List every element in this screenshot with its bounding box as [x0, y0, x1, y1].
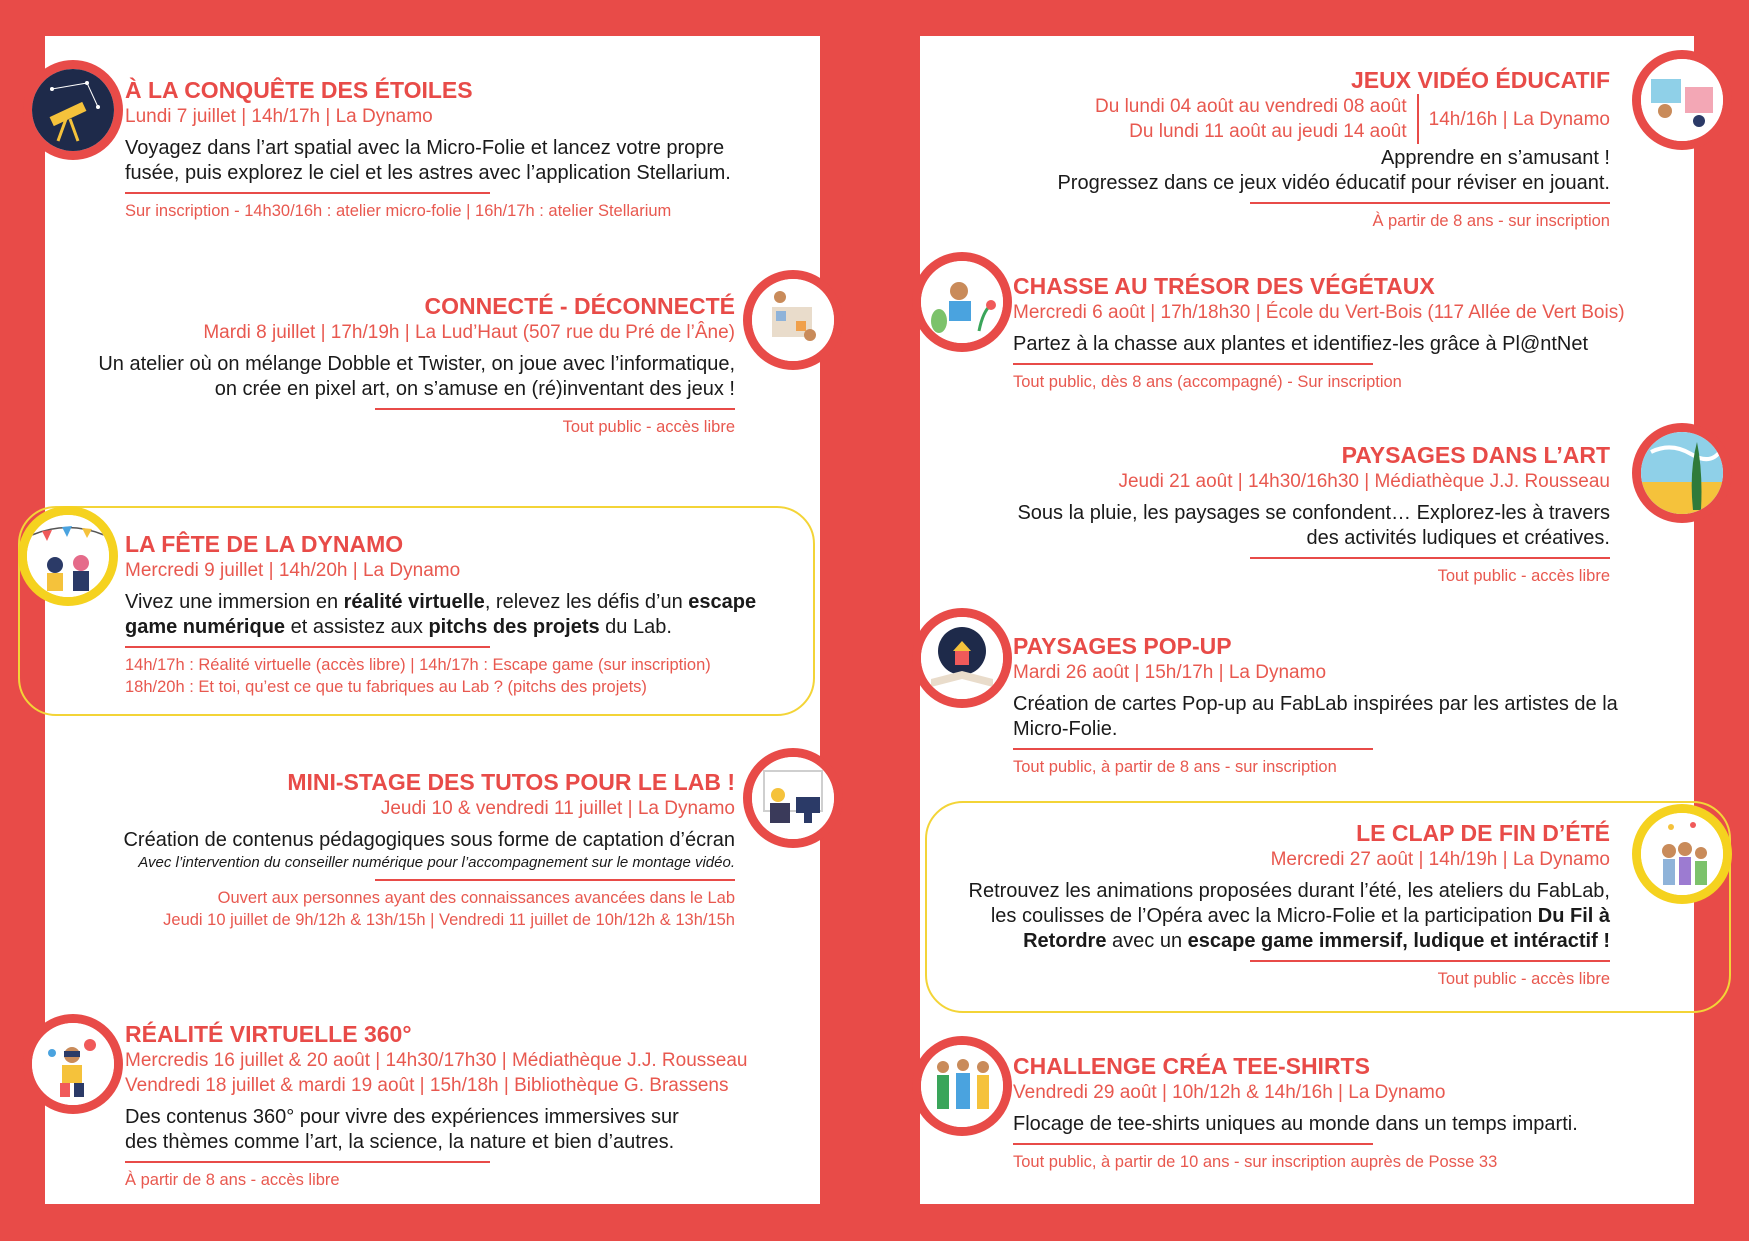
plants-icon	[912, 252, 1012, 352]
divider	[125, 192, 490, 194]
event-info: Jeudi 10 juillet de 9h/12h & 13h/15h | Vendredi 11 juillet de 10h/12h & 13h/15h	[163, 911, 735, 929]
event-meta	[945, 94, 1610, 144]
event-description	[125, 590, 795, 640]
landscape-painting-icon	[1632, 423, 1732, 523]
event-meta: Vendredi 29 août | 10h/12h & 14h/16h | La Dynamo	[1013, 1082, 1446, 1103]
desc-line: Micro-Folie.	[1013, 718, 1118, 740]
video-game-icon	[1632, 50, 1732, 150]
event-note: Avec l’intervention du conseiller numérique pour l’accompagnement sur le montage vidéo.	[138, 854, 735, 871]
board-game-icon	[743, 270, 843, 370]
event-description	[1013, 332, 1683, 357]
event-jeux-video	[945, 66, 1610, 232]
desc-line: Création de cartes Pop-up au FabLab inspirées par les artistes de la	[1013, 693, 1618, 715]
screen-recording-icon	[743, 748, 843, 848]
desc-line: fusée, puis explorez le ciel et les astres avec l’application Stellarium.	[125, 162, 731, 184]
desc-line	[925, 904, 1610, 929]
event-title: LA FÊTE DE LA DYNAMO	[125, 531, 404, 557]
event-meta: Mercredis 16 juillet & 20 août | 14h30/17h30 | Médiathèque J.J. Rousseau	[125, 1050, 748, 1071]
event-conquete-etoiles	[125, 76, 785, 222]
event-title: LE CLAP DE FIN D’ÉTÉ	[1356, 820, 1610, 846]
event-info: Tout public - accès libre	[1437, 970, 1610, 988]
event-info: Sur inscription - 14h30/16h : atelier micro-folie | 16h/17h : atelier Stellarium	[125, 202, 672, 220]
desc-bold: Retordre	[1023, 930, 1107, 952]
event-description	[945, 146, 1610, 196]
divider	[1013, 363, 1373, 365]
desc-bold: pitchs des projets	[428, 616, 600, 638]
desc-text: les coulisses de l’Opéra avec la Micro-Folie et la participation	[990, 905, 1538, 927]
event-meta: Vendredi 18 juillet & mardi 19 août | 15h/18h | Bibliothèque G. Brassens	[125, 1075, 729, 1096]
celebration-icon	[1632, 804, 1732, 904]
divider	[1250, 557, 1610, 559]
desc-line: on crée en pixel art, on s’amuse en (ré)inventant des jeux !	[214, 378, 735, 400]
event-chasse-tresor	[1013, 272, 1683, 393]
desc-line: Des contenus 360° pour vivre des expériences immersives sur	[125, 1106, 679, 1128]
event-paysages-popup	[1013, 632, 1683, 778]
desc-bold: escape game immersif, ludique et intéractif !	[1187, 930, 1610, 952]
event-description	[1013, 1112, 1683, 1137]
event-title: PAYSAGES DANS L’ART	[1341, 442, 1610, 468]
desc-line: Flocage de tee-shirts uniques au monde dans un temps imparti.	[1013, 1113, 1578, 1135]
event-info: Tout public, dès 8 ans (accompagné) - Sur inscription	[1013, 373, 1402, 391]
event-description	[45, 828, 735, 853]
event-mini-stage-tutos	[45, 768, 735, 931]
event-meta: Mardi 8 juillet | 17h/19h | La Lud’Haut (507 rue du Pré de l’Âne)	[203, 322, 735, 343]
desc-bold: réalité virtuelle	[343, 591, 485, 613]
event-connecte-deconnecte	[45, 292, 735, 438]
event-title: À LA CONQUÊTE DES ÉTOILES	[125, 77, 473, 103]
desc-line: des thèmes comme l’art, la science, la nature et bien d’autres.	[125, 1131, 675, 1153]
date-lines	[1095, 94, 1419, 144]
event-title: CONNECTÉ - DÉCONNECTÉ	[424, 293, 735, 319]
time-location: 14h/16h | La Dynamo	[1428, 108, 1610, 130]
event-info: À partir de 8 ans - accès libre	[125, 1171, 340, 1189]
event-challenge-tee-shirts	[1013, 1052, 1683, 1173]
desc-line: Partez à la chasse aux plantes et identifiez-les grâce à Pl@ntNet	[1013, 333, 1589, 355]
event-meta: Lundi 7 juillet | 14h/17h | La Dynamo	[125, 106, 433, 127]
desc-text: avec un	[1106, 930, 1188, 952]
event-info: Ouvert aux personnes ayant des connaissances avancées dans le Lab	[217, 889, 735, 907]
event-title: MINI-STAGE DES TUTOS POUR LE LAB !	[287, 769, 735, 795]
telescope-stars-icon	[23, 60, 123, 160]
event-title: CHALLENGE CRÉA TEE-SHIRTS	[1013, 1053, 1370, 1079]
event-description	[945, 501, 1610, 551]
desc-line	[925, 929, 1610, 954]
event-description	[1013, 692, 1683, 742]
event-title: CHASSE AU TRÉSOR DES VÉGÉTAUX	[1013, 273, 1435, 299]
desc-text: Vivez une immersion en	[125, 591, 344, 613]
desc-text: , relevez les défis d’un	[484, 591, 689, 613]
event-info: Tout public, à partir de 10 ans - sur inscription auprès de Posse 33	[1013, 1153, 1498, 1171]
desc-line: Progressez dans ce jeux vidéo éducatif pour réviser en jouant.	[1057, 172, 1610, 194]
desc-bold: escape game numérique	[125, 591, 757, 638]
date-line: Du lundi 04 août au vendredi 08 août	[1095, 96, 1407, 117]
divider	[375, 879, 735, 881]
divider	[1013, 748, 1373, 750]
event-description	[125, 136, 785, 186]
event-meta: Mercredi 27 août | 14h/19h | La Dynamo	[1270, 849, 1610, 870]
event-title: RÉALITÉ VIRTUELLE 360°	[125, 1021, 412, 1047]
desc-line: Apprendre en s’amusant !	[1380, 147, 1610, 169]
event-realite-virtuelle	[125, 1020, 815, 1191]
divider	[1250, 202, 1610, 204]
event-info: Tout public - accès libre	[562, 418, 735, 436]
desc-line: Retrouvez les animations proposées durant l’été, les ateliers du FabLab,	[968, 880, 1610, 902]
event-clap-fin-ete	[925, 819, 1610, 990]
date-line: Du lundi 11 août au jeudi 14 août	[1129, 121, 1407, 142]
event-meta: Jeudi 10 & vendredi 11 juillet | La Dynamo	[380, 798, 735, 819]
desc-text: et assistez aux	[285, 616, 429, 638]
desc-text: du Lab.	[599, 616, 672, 638]
divider	[125, 646, 490, 648]
event-meta: Mercredi 9 juillet | 14h/20h | La Dynamo	[125, 560, 461, 581]
divider	[375, 408, 735, 410]
event-info: Tout public - accès libre	[1437, 567, 1610, 585]
divider	[1250, 960, 1610, 962]
event-info: 18h/20h : Et toi, qu’est ce que tu fabriques au Lab ? (pitchs des projets)	[125, 678, 647, 696]
desc-line: Un atelier où on mélange Dobble et Twister, on joue avec l’informatique,	[98, 353, 735, 375]
tshirt-people-icon	[912, 1036, 1012, 1136]
event-meta: Mardi 26 août | 15h/17h | La Dynamo	[1013, 662, 1327, 683]
divider	[1013, 1143, 1373, 1145]
event-meta: Jeudi 21 août | 14h30/16h30 | Médiathèque J.J. Rousseau	[1118, 471, 1610, 492]
desc-line: Voyagez dans l’art spatial avec la Micro-Folie et lancez votre propre	[125, 137, 725, 159]
event-info: À partir de 8 ans - sur inscription	[1372, 212, 1610, 230]
party-icon	[18, 506, 118, 606]
event-description	[925, 879, 1610, 954]
divider	[125, 1161, 490, 1163]
event-paysages-art	[945, 441, 1610, 587]
event-fete-dynamo	[125, 530, 795, 698]
event-info: Tout public, à partir de 8 ans - sur inscription	[1013, 758, 1337, 776]
desc-bold: Du Fil à	[1537, 905, 1610, 927]
event-description	[45, 352, 735, 402]
desc-line: Sous la pluie, les paysages se confondent… Explorez-les à travers	[1017, 502, 1610, 524]
event-meta: Mercredi 6 août | 17h/18h30 | École du Vert-Bois (117 Allée de Vert Bois)	[1013, 302, 1625, 323]
event-description	[125, 1105, 815, 1155]
event-title: JEUX VIDÉO ÉDUCATIF	[1351, 67, 1610, 93]
event-info: 14h/17h : Réalité virtuelle (accès libre) | 14h/17h : Escape game (sur inscription)	[125, 656, 711, 674]
vr-headset-icon	[23, 1014, 123, 1114]
event-title: PAYSAGES POP-UP	[1013, 633, 1232, 659]
desc-line: des activités ludiques et créatives.	[1306, 527, 1610, 549]
popup-book-icon	[912, 608, 1012, 708]
desc-line: Création de contenus pédagogiques sous forme de captation d’écran	[123, 829, 735, 851]
